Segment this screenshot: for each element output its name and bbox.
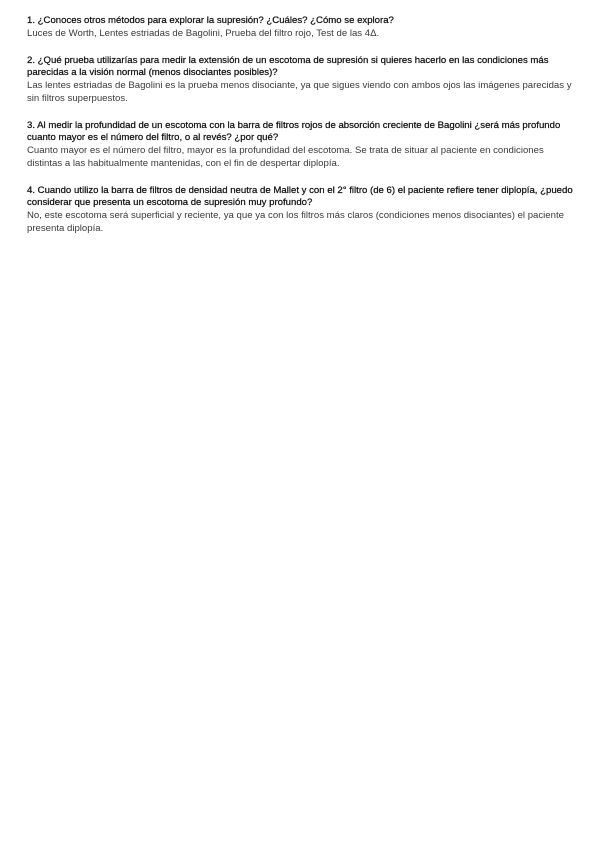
qa-item-4 <box>27 185 575 235</box>
answer-2: Las lentes estriadas de Bagolini es la prueba menos disociante, ya que sigues viendo con ambos ojos las imágenes parecidas y sin filtros superpuestos. <box>27 80 572 104</box>
question-3: 3. Al medir la profundidad de un escotoma con la barra de filtros rojos de absorción creciente de Bagolini ¿será más profundo cuanto mayor es el número del filtro, o al revés? ¿por qué? <box>27 120 561 143</box>
question-4: 4. Cuando utilizo la barra de filtros de densidad neutra de Mallet y con el 2° filtro (de 6) el paciente refiere tener diplopía, ¿puedo considerar que presenta un escotoma de supresión muy profundo? <box>27 185 573 208</box>
answer-3: Cuanto mayor es el número del filtro, mayor es la profundidad del escotoma. Se trata de situar al paciente en condiciones distintas a las habitualmente mantenidas, con el fin de despertar diplopía. <box>27 145 544 169</box>
qa-item-1 <box>27 15 575 40</box>
qa-item-3 <box>27 120 575 170</box>
question-2: 2. ¿Qué prueba utilizarías para medir la extensión de un escotoma de supresión si quieres hacerlo en las condiciones más parecidas a la visión normal (menos disociantes posibles)? <box>27 55 549 78</box>
answer-1: Luces de Worth, Lentes estriadas de Bagolini, Prueba del filtro rojo, Test de las 4Δ. <box>27 28 380 39</box>
answer-4: No, este escotoma será superficial y reciente, ya que ya con los filtros más claros (condiciones menos disociantes) el paciente presenta diplopía. <box>27 210 564 234</box>
qa-item-2 <box>27 55 575 105</box>
question-1: 1. ¿Conoces otros métodos para explorar la supresión? ¿Cuáles? ¿Cómo se explora? <box>27 15 394 26</box>
document-page <box>27 15 575 250</box>
